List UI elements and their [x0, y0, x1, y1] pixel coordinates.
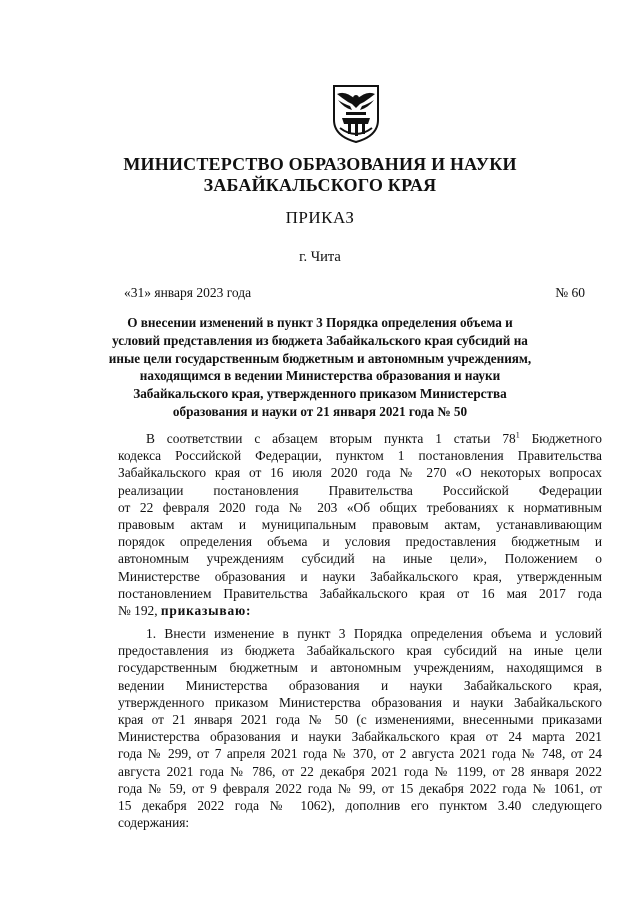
paragraph-line: Министерства образования и науки Забайкальского края от 24 марта 2021: [118, 729, 602, 745]
paragraph-line: от 22 февраля 2020 года № 203 «Об общих требованиях к нормативным: [118, 499, 602, 515]
order-number: № 60: [555, 285, 585, 300]
subject-line: иные цели государственным бюджетным и автономным учреждениям,: [108, 350, 532, 366]
ministry-name-line2: ЗАБАЙКАЛЬСКОГО КРАЯ: [203, 175, 437, 195]
subject-line: условий представления из бюджета Забайкальского края субсидий на: [112, 332, 528, 348]
paragraph-line: реализации постановления Правительства Российской Федерации: [118, 482, 602, 498]
paragraph-line: 15 декабря 2022 года № 1062), дополнив его пунктом 3.40 следующего: [118, 797, 602, 813]
clause-1-paragraph: [118, 625, 602, 831]
subject-line: О внесении изменений в пункт 3 Порядка определения объема и: [127, 315, 513, 330]
paragraph-line: края от 21 января 2021 года № 50 (с изменениями, внесенными приказами: [118, 711, 602, 727]
paragraph-line: Министерстве образования и науки Забайкальского края, утвержденным: [118, 568, 602, 584]
subject-line: находящимся в ведении Министерства образования и науки: [139, 368, 501, 384]
paragraph-line: В соответствии с абзацем вторым пункта 1 статьи $78^1$ Бюджетного: [146, 430, 602, 446]
paragraph-line: № 192, приказываю:: [118, 602, 252, 618]
paragraph-line: кодекса Российской Федерации, пунктом 1 постановления Правительства: [118, 448, 602, 464]
ministry-name-line1: МИНИСТЕРСТВО ОБРАЗОВАНИЯ И НАУКИ: [123, 154, 517, 174]
subject-line: образования и науки от 21 января 2021 года № 50: [172, 403, 468, 419]
coat-of-arms-icon: [330, 84, 382, 144]
preamble-paragraph: [118, 430, 602, 619]
paragraph-line: государственным бюджетным и автономным учреждениям, находящимся в: [118, 660, 602, 676]
paragraph-line: 1. Внести изменение в пункт 3 Порядка определения объема и условий: [146, 626, 602, 641]
order-date: «31» января 2023 года: [124, 285, 252, 300]
paragraph-line: содержания:: [118, 815, 190, 831]
superscript: 1: [515, 430, 520, 440]
paragraph-line: года № 59, от 9 февраля 2022 года № 99, от 15 декабря 2022 года № 1061, от: [118, 780, 602, 796]
paragraph-line: автономным учреждениям субсидий на иные цели», Положением о: [118, 551, 602, 567]
paragraph-line: Забайкальского края от 16 июля 2020 года № 270 «О некоторых вопросах: [118, 465, 602, 481]
order-subject: [0, 314, 640, 421]
paragraph-line: порядок определения объема и условия предоставления бюджетным и: [118, 534, 602, 550]
document-type: ПРИКАЗ: [285, 208, 355, 227]
paragraph-line: августа 2021 года № 786, от 22 декабря 2021 года № 1199, от 28 января 2022: [118, 763, 602, 779]
paragraph-line: утвержденного приказом Министерства образования и науки Забайкальского: [118, 694, 602, 710]
paragraph-line: года № 299, от 7 апреля 2021 года № 370, от 2 августа 2021 года № 748, от 24: [118, 746, 602, 762]
paragraph-line: правовым актам и муниципальным правовым актам, устанавливающим: [118, 516, 602, 532]
city: г. Чита: [299, 249, 341, 265]
paragraph-line: постановлением Правительства Забайкальского края от 16 мая 2017 года: [118, 585, 602, 601]
paragraph-line: предоставления из бюджета Забайкальского края субсидий на иные цели: [118, 643, 602, 659]
order-verb: приказываю:: [160, 602, 252, 618]
paragraph-line: ведении Министерства образования и науки Забайкальского края,: [118, 677, 602, 693]
subject-line: Забайкальского края, утвержденного приказом Министерства: [133, 386, 507, 402]
